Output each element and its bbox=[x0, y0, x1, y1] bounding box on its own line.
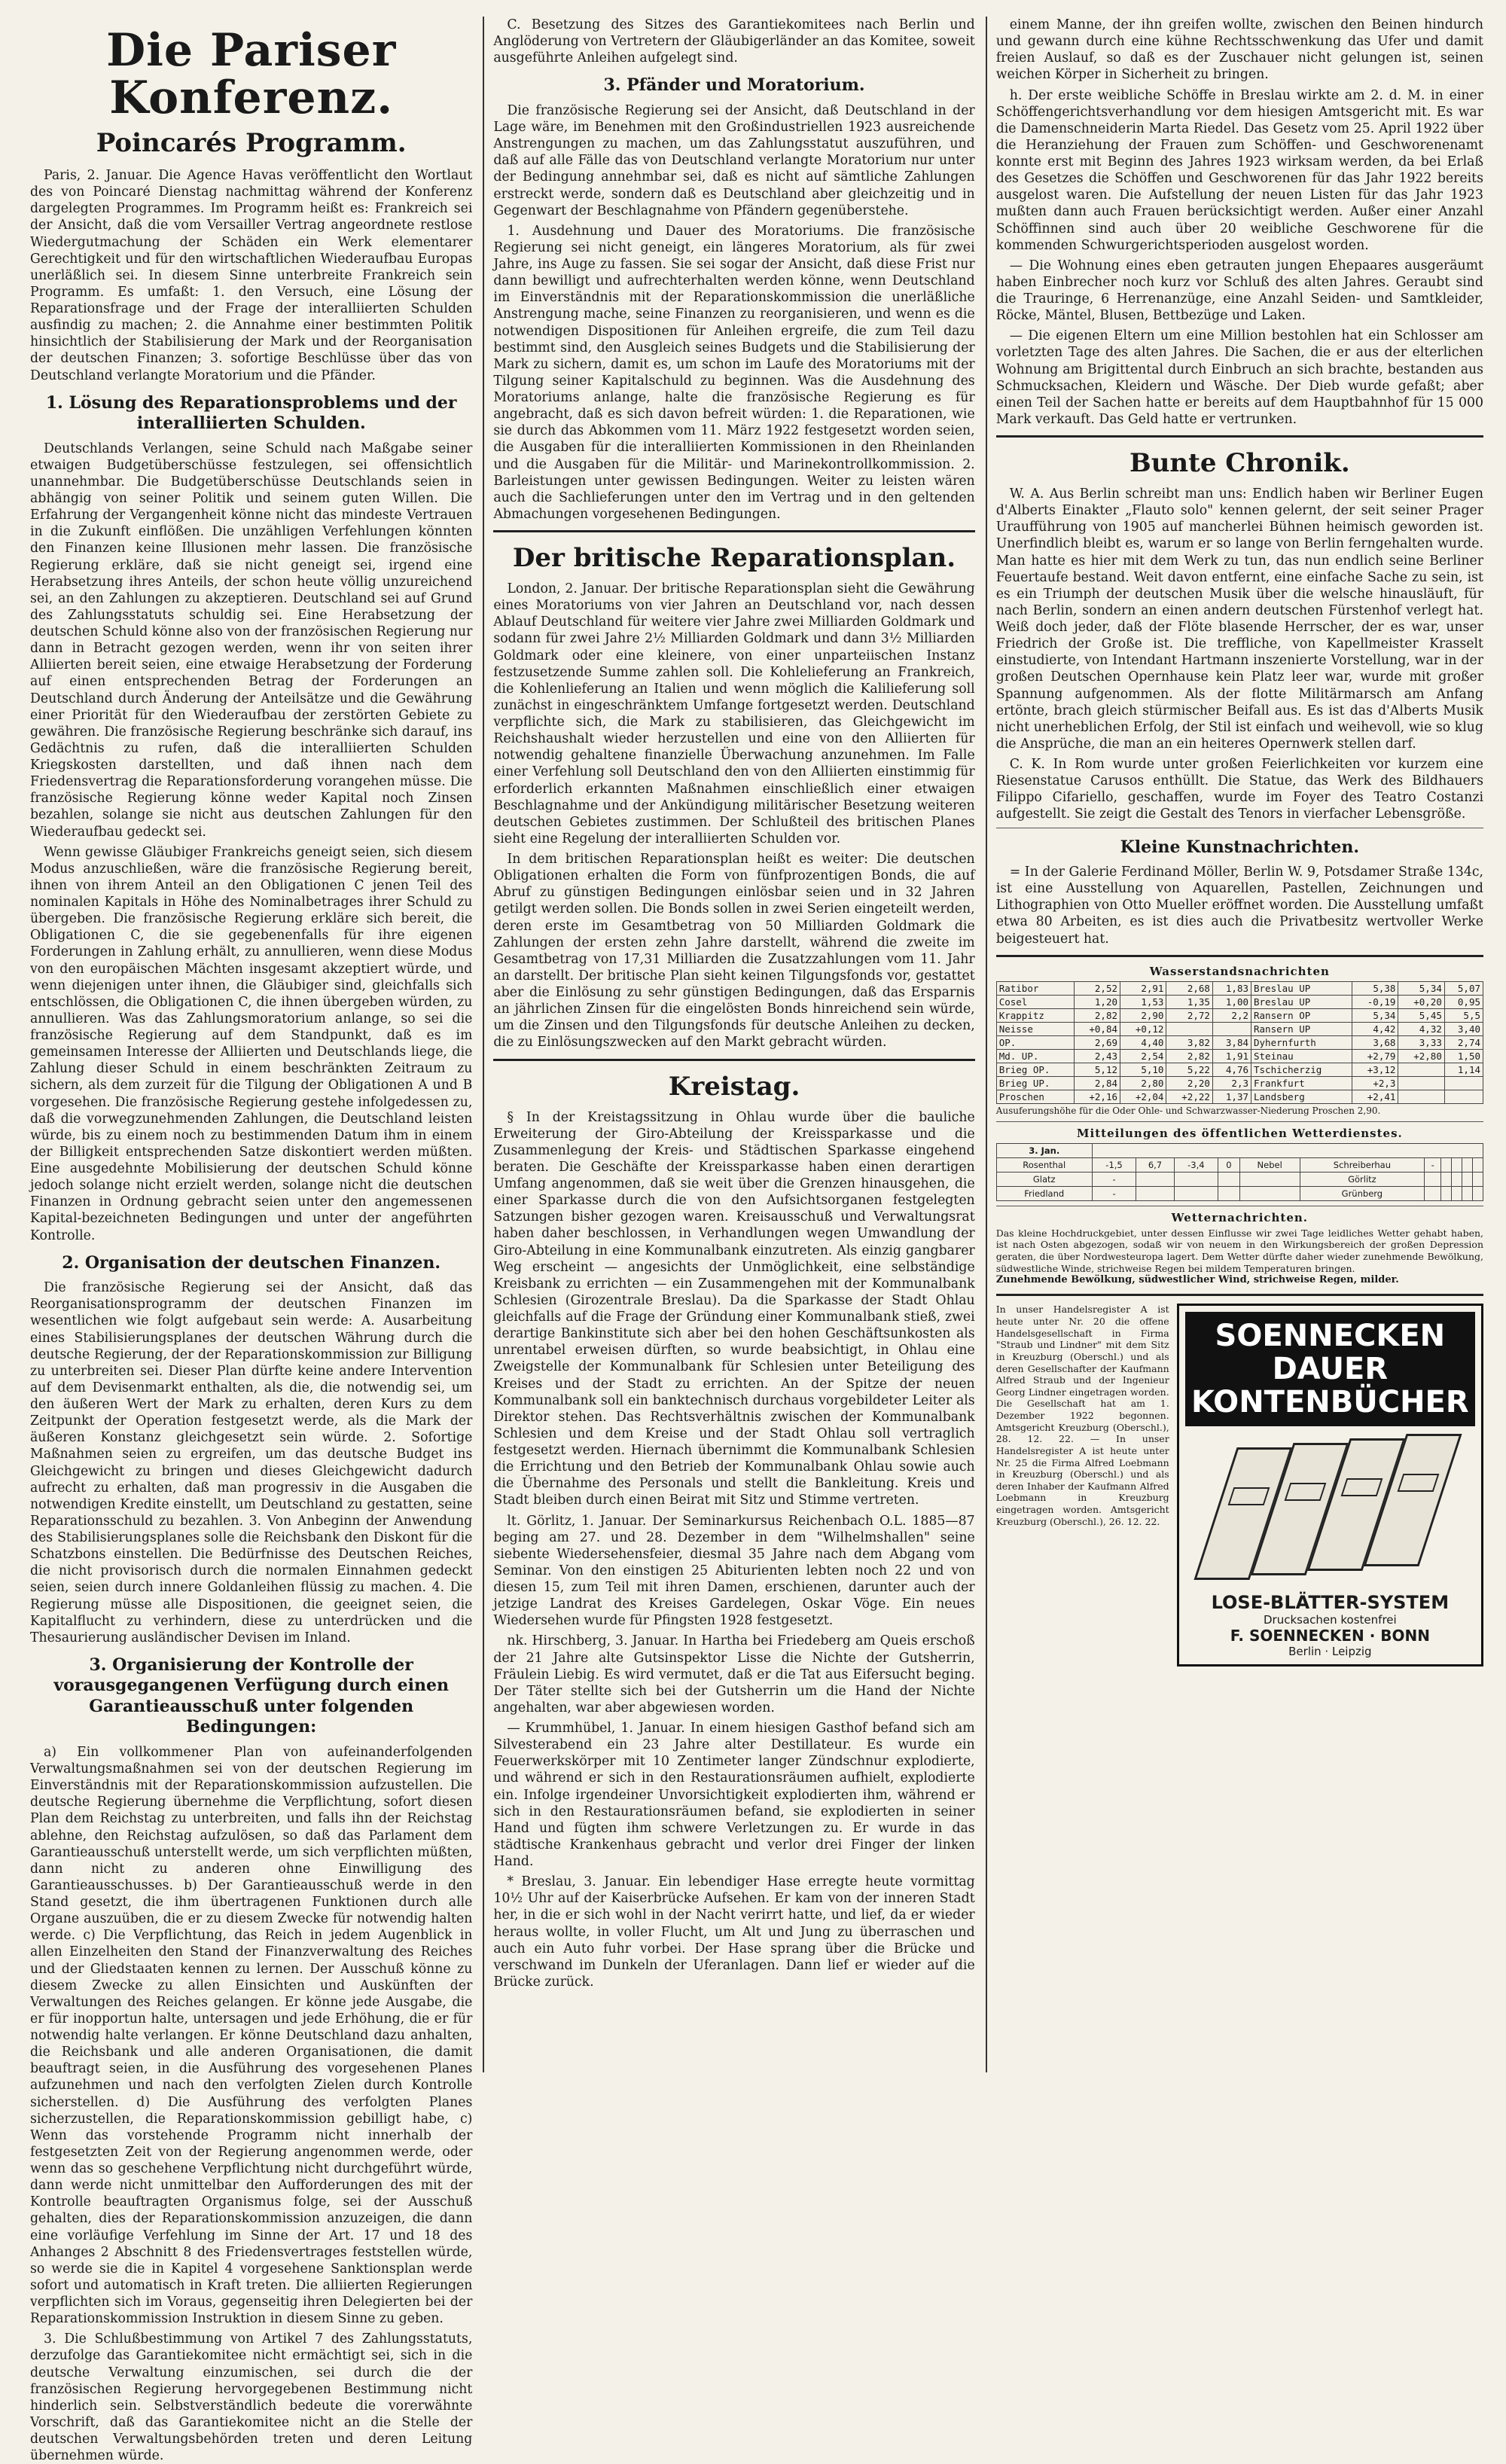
ad-note: Drucksachen kostenfrei bbox=[1263, 1613, 1397, 1627]
table-cell: 3,33 bbox=[1398, 1035, 1444, 1049]
table-cell: 2,90 bbox=[1120, 1008, 1166, 1022]
table-cell: OP. bbox=[996, 1035, 1074, 1049]
table-cell: Frankfurt bbox=[1251, 1076, 1352, 1090]
table-cell: 2,68 bbox=[1166, 981, 1212, 995]
table-cell bbox=[1444, 1076, 1483, 1090]
table-cell bbox=[1174, 1172, 1218, 1186]
table-cell: 5,07 bbox=[1444, 981, 1483, 995]
weather-date: 3. Jan. bbox=[996, 1143, 1092, 1157]
table-cell bbox=[1398, 1063, 1444, 1076]
ad-company: F. SOENNECKEN · BONN bbox=[1230, 1627, 1430, 1645]
table-cell: Md. UP. bbox=[996, 1049, 1074, 1063]
table-cell bbox=[1472, 1172, 1483, 1186]
forecast-text: Das kleine Hochdruckgebiet, unter dessen Einflusse wir zwei Tage leidliches Wetter gehabt haben, ist nach Osten abgezogen, sodaß wir von neuem in den Wirkungsbereich der großen Depression geraten, die über Nordwesteuropa lagert. Dem Wetter dürfte daher wieder zunehmende Bewölkung, südwestliche Winde, strichweise Regen bei mildem Temperaturen bringen. bbox=[995, 1227, 1483, 1274]
table-cell bbox=[1398, 1090, 1444, 1103]
commercial-register-notices: In unser Handelsregister A ist heute unter Nr. 20 die offene Handelsgesellschaft in Firma "Straub und Lindner" mit dem Sitz in Kreuzburg (Oberschl.) und als deren Gesellschafter der Kaufmann Alfred Straub und der Ingenieur Georg Lindner eingetragen worden. Die Gesellschaft hat am 1. Dezember 1922 begonnen. Amtsgericht Kreuzburg (Oberschl.), 28. 12. 22. — In unser Handelsregister A ist heute unter Nr. 25 die Firma Alfred Loebmann in Kreuzburg (Oberschl.) und als deren Inhaber der Kaufmann Alfred Loebmann in Kreuzburg eingetragen worden. Amtsgericht Kreuzburg (Oberschl.), 26. 12. 22. bbox=[995, 1304, 1169, 1527]
section-heading: 2. Organisation der deutschen Finanzen. bbox=[62, 1252, 441, 1273]
main-headline: Die Pariser Konferenz. bbox=[106, 24, 397, 124]
table-cell bbox=[1444, 1090, 1483, 1103]
table-cell: - bbox=[1092, 1186, 1136, 1200]
table-cell: 1,83 bbox=[1212, 981, 1251, 995]
table-cell bbox=[1462, 1172, 1473, 1186]
divider bbox=[493, 530, 974, 532]
table-cell: 5,5 bbox=[1444, 1008, 1483, 1022]
table-cell: Landsberg bbox=[1251, 1090, 1352, 1103]
table-cell: Cosel bbox=[996, 995, 1074, 1008]
table-row bbox=[996, 981, 1483, 995]
table-cell: 1,53 bbox=[1120, 995, 1166, 1008]
table-cell: -1,5 bbox=[1092, 1157, 1136, 1172]
table-cell bbox=[1452, 1157, 1462, 1172]
divider bbox=[996, 1294, 1483, 1296]
table-cell: 5,34 bbox=[1398, 981, 1444, 995]
table-cell: Tschicherzig bbox=[1251, 1063, 1352, 1076]
table-cell: 3,40 bbox=[1444, 1022, 1483, 1035]
newspaper-page bbox=[30, 17, 1483, 2464]
article-paragraph: Die französische Regierung sei der Ansicht, daß Deutschland in der Lage wäre, im Benehmen mit den Großindustriellen 1923 ausreichende Anstrengungen zu machen, um das Zahlungsstatut auszuführen, und daß auf alle Fälle das von Deutschland verlangte Moratorium nur unter der Bedingung annehmbar sei, daß es nicht auf sämtliche Zahlungen erstreckt werde, sondern daß es Deutschland aber gleichzeitig und in Gegenwart der Beschlagnahme von Pfändern gegenüberstehe. bbox=[493, 102, 975, 218]
soennecken-advertisement bbox=[1177, 1304, 1483, 1667]
table-cell: 5,22 bbox=[1166, 1063, 1212, 1076]
ad-product-1: DAUER bbox=[1272, 1352, 1389, 1387]
table-cell: Friedland bbox=[996, 1186, 1092, 1200]
column-3 bbox=[986, 17, 1483, 2072]
table-cell: 2,69 bbox=[1074, 1035, 1120, 1049]
weather-table bbox=[996, 1143, 1483, 1201]
table-cell: 1,35 bbox=[1166, 995, 1212, 1008]
table-cell: 2,82 bbox=[1166, 1049, 1212, 1063]
table-cell bbox=[1472, 1186, 1483, 1200]
table-row bbox=[996, 1063, 1483, 1076]
bottom-section bbox=[996, 1304, 1483, 1667]
table-cell: 2,2 bbox=[1212, 1008, 1251, 1022]
water-levels-table bbox=[996, 981, 1483, 1104]
article-paragraph: Paris, 2. Januar. Die Agence Havas veröffentlicht den Wortlaut des von Poincaré Dienstag nachmittag während der Konferenz dargelegten Programmes. Im Programm heißt es: Frankreich sei der Ansicht, daß die vom Versailler Vertrag angeordnete restlose Wiedergutmachung der Schäden ein Werk elementarer Gerechtigkeit und für den wirtschaftlichen Wiederaufbau Europas unerläßlich sei. In diesem Sinne unterbreite Frankreich sein Programm. Es umfaßt: 1. den Versuch, eine Lösung der Reparationsfrage und der Frage der interalliierten Schulden ausfindig zu machen; 2. die Annahme einer bestimmten Politik hinsichtlich der Stabilisierung der Mark und der Reorganisation der deutschen Finanzen; 3. sofortige Beschlüsse über das von Deutschland verlangte Moratorium und die Pfänder. bbox=[30, 168, 473, 383]
table-cell: 2,52 bbox=[1074, 981, 1120, 995]
table-cell: +2,3 bbox=[1352, 1076, 1398, 1090]
article-paragraph: h. Der erste weibliche Schöffe in Breslau wirkte am 2. d. M. in einer Schöffengerichtsverhandlung vor dem hiesigen Amtsgericht mit. Es war die Damenschneiderin Marta Riedel. Das Gesetz vom 25. April 1922 über die Heranziehung der Frauen zum Schöffen- und Geschworenenamt konnte erst mit Beginn des Jahres 1923 wirksam werden, da bei Erlaß des Gesetzes die Schöffen und Geschworenen für das Jahr 1922 bereits ausgelost waren. Die Aufstellung der neuen Listen für das Jahr 1923 mußten dann auch Frauen berücksichtigt werden. Außer einer Anzahl Schöffinnen sind auch über 20 weibliche Geschworene für die kommenden Schwurgerichtsperioden ausgelost worden. bbox=[995, 87, 1483, 253]
article-paragraph: 3. Die Schlußbestimmung von Artikel 7 des Zahlungsstatuts, derzufolge das Garantiekomitee nicht ermächtigt sei, sich in die deutsche Verwaltung einzumischen, sei durch die der französischen Regierung hervorgegebenen Bestimmung nicht hinderlich sein. Selbstverständlich bedeute die vorerwähnte Vorschrift, daß das Garantiekomitee nicht an die Stelle der deutschen Verwaltungsbehörden treten und deren Leitung übernehmen würde. bbox=[30, 2331, 473, 2464]
article-headline: Kreistag. bbox=[668, 1071, 800, 1102]
article-paragraph: Deutschlands Verlangen, seine Schuld nach Maßgabe seiner etwaigen Budgetüberschüsse festzulegen, sei offensichtlich unannehmbar. Die Budgetüberschüsse Deutschlands seien in abhängig von seiner Politik und seinem guten Willen. Die Erfahrung der Vergangenheit könne nicht das mindeste Vertrauen in die Zukunft einflößen. Die unzähligen Verfehlungen könnten den Finanzen keine Illusionen mehr lassen. Die französische Regierung erkläre, daß sie nicht geneigt sei, irgend eine Herabsetzung ihres Anteils, der schon heute völlig unzureichend sei, an den Zahlungen zu akzeptieren. Deutschland sei auf Grund des Zahlungsstatuts schuldig sei. Eine Herabsetzung der deutschen Schuld könne also von der französischen Regierung nur dann in Betracht gezogen werden, wenn ihr von seiten ihrer Alliierten bereit seien, eine etwaige Herabsetzung der Forderung auf einen entsprechenden Betrag der Forderungen an Deutschland durch Änderung der Anteilsätze und die Gewährung einer Priorität für den Wiederaufbau der zerstörten Gebiete zu gewähren. Die französische Regierung beschränke sich darauf, ins Gedächtnis zu rufen, daß die interalliierten Schulden Kriegskosten darstellten, und daß ihnen nach dem Friedensvertrag die Reparationsforderung vorangehen müsse. Die französische Regierung könne weder Kapital noch Zinsen bezahlen, solange sie nicht aus deutschen Zahlungen für den Wiederaufbau gedeckt sei. bbox=[30, 441, 473, 840]
table-cell: - bbox=[1092, 1172, 1136, 1186]
section-heading: 1. Lösung des Reparationsproblems und der interalliierten Schulden. bbox=[45, 392, 457, 434]
table-cell: 1,37 bbox=[1212, 1090, 1251, 1103]
article-paragraph: a) Ein vollkommener Plan von aufeinanderfolgenden Verwaltungsmaßnahmen sei von der deutschen Regierung im Einverständnis mit der Reparationskommission aufzustellen. Die deutsche Regierung übernehme die Verpflichtung, sofort diesen Plan dem Reichstag zu unterbreiten, und falls ihn der Reichstag ablehne, den Reichstag aufzulösen, so daß das Parlament dem Garantieausschuß unterstellt werde, um sich verpflichten müßten, dann nicht zu anderen ohne Einwilligung des Garantieausschusses. b) Der Garantieausschuß werde in den Stand gesetzt, die ihm übertragenen Funktionen durch alle Organe auszuüben, die er zu diesem Zwecke für notwendig halten werde. c) Die Verpflichtung, das Reich in jedem Augenblick in allen Einzelheiten den Stand der Finanzverwaltung des Reiches und der Gliedstaaten kennen zu lernen. Der Ausschuß könne zu diesem Zwecke zu allen Einsichten und Auskünften der Verwaltungen des Reiches gelangen. Er könne jede Ausgabe, die er für inopportun halte, untersagen und jede Erhöhung, die er für notwendig halte verlangen. Er könne Deutschland dazu anhalten, die Reichsbank und alle anderen Organisationen, die damit beauftragt seien, in die Ausführung des vorgesehenen Planes aufzunehmen und nach den verfolgten Zielen durch Kontrolle sicherstellen. d) Die Ausführung des verfolgten Planes sicherzustellen, die Reparationskommission gebilligt habe, c) Wenn das vorstehende Programm nicht innerhalb der festgesetzten Zeit von der Regierung angenommen werde, oder wenn das so geschehene Verpflichtung nicht durchgeführt würde, dann werde nicht unmittelbar den Aufforderungen des mit der Kontrolle beauftragten Organismus folge, sei der Ausschuß gehalten, dies der Reparationskommission anzuzeigen, die dann eine vorläufige Verfehlung im Sinne der Art. 17 und 18 des Anhanges 2 Abschnitt 8 des Friedensvertrages feststellen würde, so werde sie die in Kapitel 4 vorgesehene Sanktionsplan werde sofort und automatisch in Kraft treten. Die alliierten Regierungen verpflichten sich im Voraus, gegenseitig ihren Delegierten bei der Reparationskommission Instruktion in diesem Sinne zu geben. bbox=[30, 1744, 473, 2327]
table-cell: 4,42 bbox=[1352, 1022, 1398, 1035]
table-cell: Ransern UP bbox=[1251, 1022, 1352, 1035]
table-cell bbox=[1398, 1076, 1444, 1090]
table-cell: Rosenthal bbox=[996, 1157, 1092, 1172]
article-paragraph: — Die Wohnung eines eben getrauten jungen Ehepaares ausgeräumt haben Einbrecher noch kurz vor Schluß des alten Jahres. Geraubt sind die Trauringe, 6 Herrenanzüge, eine Anzahl Seiden- und Samtkleider, Röcke, Mäntel, Blusen, Bettbezüge und Laken. bbox=[995, 258, 1483, 324]
divider bbox=[996, 955, 1483, 957]
article-paragraph: — Krummhübel, 1. Januar. In einem hiesigen Gasthof befand sich am Silvesterabend ein 23 Jahre alter Destillateur. Es wurde ein Feuerwerkskörper mit 10 Zentimeter langer Zündschnur explodierte, und während er sich in den Restaurationsräumen aufhielt, explodierte ein. Infolge irgendeiner Unvorsichtigkeit explodierten ihm, während er sich in den Restaurationsräumen befand, sie explodierten in seiner Hand und fügten ihm schwere Verletzungen zu. Er wurde in das städtische Krankenhaus gebracht und verlor drei Finger der linken Hand. bbox=[493, 1721, 975, 1869]
table-cell: 5,45 bbox=[1398, 1008, 1444, 1022]
forecast-heading: Wetternachrichten. bbox=[1171, 1210, 1309, 1224]
table-cell bbox=[1136, 1172, 1174, 1186]
section-heading: Kleine Kunstnachrichten. bbox=[1120, 837, 1360, 857]
table-row bbox=[996, 1008, 1483, 1022]
table-row bbox=[996, 1049, 1483, 1063]
table-cell: 1,20 bbox=[1074, 995, 1120, 1008]
table-row bbox=[996, 1035, 1483, 1049]
table-cell: 2,74 bbox=[1444, 1035, 1483, 1049]
table-cell: 2,91 bbox=[1120, 981, 1166, 995]
water-levels-heading: Wasserstandsnachrichten bbox=[1149, 964, 1330, 978]
article-headline: Bunte Chronik. bbox=[1129, 448, 1350, 478]
table-cell: +2,22 bbox=[1166, 1090, 1212, 1103]
table-cell: 0,95 bbox=[1444, 995, 1483, 1008]
table-cell: Görlitz bbox=[1300, 1172, 1424, 1186]
table-cell: +2,04 bbox=[1120, 1090, 1166, 1103]
table-cell: Schreiberhau bbox=[1300, 1157, 1424, 1172]
table-cell bbox=[1174, 1186, 1218, 1200]
table-cell: Proschen bbox=[996, 1090, 1074, 1103]
ad-system: LOSE-BLÄTTER-SYSTEM bbox=[1211, 1592, 1450, 1614]
article-paragraph: London, 2. Januar. Der britische Reparationsplan sieht die Gewährung eines Moratoriums von vier Jahren an Deutschland vor, nach dessen Ablauf Deutschland für weitere vier Jahre zwei Milliarden Goldmark und sodann für zwei Jahre 2½ Milliarden Goldmark und dann 3½ Milliarden Goldmark oder eine kleinere, von einer unparteiischen Instanz festzusetzende Summe zahlen soll. Die Kohlelieferung an Frankreich, die Kohlenlieferung an Italien und wenn möglich die Kalilieferung soll zunächst in eingeschränktem Umfange fortgesetzt werden. Deutschland verpflichte sich, die Mark zu stabilisieren, das Gleichgewicht im Reichshaushalt wieder herzustellen und eine von den Alliierten für notwendig gehaltene finanzielle Überwachung anzunehmen. Im Falle einer Verfehlung soll Deutschland den von den Alliierten einstimmig für erforderlich erkannten Maßnahmen einschließlich einer etwaigen Beschlagnahme und der Ankündigung militärischer Besetzung weiteren deutschen Gebietes zustimmen. Der Schlußteil des britischen Planes sieht eine Regelung der interalliierten Schulden vor. bbox=[493, 581, 975, 846]
table-cell: Breslau UP bbox=[1251, 981, 1352, 995]
table-cell bbox=[1452, 1172, 1462, 1186]
table-cell: Ratibor bbox=[996, 981, 1074, 995]
table-cell: +2,41 bbox=[1352, 1090, 1398, 1103]
table-cell: 1,91 bbox=[1212, 1049, 1251, 1063]
table-cell bbox=[1462, 1157, 1473, 1172]
article-paragraph: C. K. In Rom wurde unter großen Feierlichkeiten vor kurzem eine Riesenstatue Carusos enthüllt. Die Statue, das Werk des Bildhauers Filippo Cifariello, geschaffen, wurde im Foyer des Teatro Costanzi aufgestellt. Sie zeigt die Gestalt des Tenors in vierfacher Lebensgröße. bbox=[995, 757, 1483, 822]
article-paragraph: nk. Hirschberg, 3. Januar. In Hartha bei Friedeberg am Queis erschoß der 21 Jahre alte Gutsinspektor Lisse die Nichte der Gutsherrin, Fräulein Liebig. Es wird vermutet, daß er die Tat aus Eifersucht beging. Der Täter stellte sich bei der Gutsherrin um die Hand der Nichte angehalten, war aber abgewiesen worden. bbox=[493, 1633, 975, 1715]
table-cell bbox=[1425, 1186, 1441, 1200]
table-cell: -3,4 bbox=[1174, 1157, 1218, 1172]
table-cell: 4,32 bbox=[1398, 1022, 1444, 1035]
table-cell: -0,19 bbox=[1352, 995, 1398, 1008]
subheadline: Poincarés Programm. bbox=[96, 128, 407, 158]
table-cell: Glatz bbox=[996, 1172, 1092, 1186]
table-cell: 1,14 bbox=[1444, 1063, 1483, 1076]
table-cell: +2,16 bbox=[1074, 1090, 1120, 1103]
column-1 bbox=[30, 17, 473, 2464]
article-paragraph: — Die eigenen Eltern um eine Million bestohlen hat ein Schlosser am vorletzten Tage des alten Jahres. Die Sachen, die er aus der elterlichen Wohnung am Brigittental durch Einbruch an sich brachte, bestanden aus Schmucksachen, Kleidern und Wäsche. Der Dieb wurde gefaßt; aber einen Teil der Sachen hatte er bereits auf dem Hauptbahnhof für 15 000 Mark verkauft. Das Geld hatte er vertrunken. bbox=[995, 328, 1483, 427]
article-paragraph: C. Besetzung des Sitzes des Garantiekomitees nach Berlin und Anglöderung von Vertretern der Gläubigerländer an das Komitee, soweit ausgeführte Anleihen aufgelegt sind. bbox=[493, 17, 975, 66]
table-cell: 2,72 bbox=[1166, 1008, 1212, 1022]
table-cell: 5,10 bbox=[1120, 1063, 1166, 1076]
article-headline: Der britische Reparationsplan. bbox=[512, 543, 956, 573]
table-cell bbox=[1441, 1157, 1452, 1172]
table-cell: +2,80 bbox=[1398, 1049, 1444, 1063]
table-cell: Grünberg bbox=[1300, 1186, 1424, 1200]
table-cell bbox=[1239, 1186, 1300, 1200]
table-cell bbox=[1212, 1022, 1251, 1035]
table-cell: 4,76 bbox=[1212, 1063, 1251, 1076]
table-cell: 2,82 bbox=[1074, 1008, 1120, 1022]
table-row bbox=[996, 1076, 1483, 1090]
table-row bbox=[996, 1157, 1483, 1172]
table-cell bbox=[1239, 1172, 1300, 1186]
table-cell: Brieg UP. bbox=[996, 1076, 1074, 1090]
table-cell: Neisse bbox=[996, 1022, 1074, 1035]
table-cell: +0,12 bbox=[1120, 1022, 1166, 1035]
table-cell: 2,84 bbox=[1074, 1076, 1120, 1090]
article-paragraph: Die französische Regierung sei der Ansicht, daß das Reorganisationsprogramm der deutschen Finanzen im wesentlichen wie folgt aufgebaut sein werde: A. Ausarbeitung eines Stabilisierungsplanes der deutschen Währung durch die deutsche Regierung, der der Reparationskommission zur Billigung zu unterbreiten sei. Dieser Plan dürfte keine andere Intervention auf dem Devisenmarkt enthalten, als die, die notwendig sei, um den äußeren Wert der Mark zu erhalten, deren Kurs zu dem Zeitpunkt der Operation festgesetzt werde, als die Mark der äußeren Konstanz gleichgesetzt sein würde. 2. Sofortige Maßnahmen seien zu ergreifen, um das deutsche Budget ins Gleichgewicht zu bringen und dieses Gleichgewicht dadurch aufrecht zu erhalten, daß man progressiv in die Ausgaben die notwendigen Kredite einstellt, um Deutschland zu gestatten, seine Reparationsschuld zu bezahlen. 3. Von Anbeginn der Anwendung des Stabilisierungsplanes solle die Reichsbank den Diskont für die Schatzbons einstellen. Die Bedürfnisse des Deutschen Reiches, die nicht provisorisch durch die normalen Einnahmen gedeckt seien, seien durch innere Goldanleihen flüssig zu machen. 4. Die Regierung müsse alle Dispositionen, die geeignet seien, die Kapitalflucht zu verhindern, diese zu unterdrücken und die Thesaurierung ausländischer Devisen im Inland. bbox=[30, 1280, 473, 1645]
section-heading: 3. Organisierung der Kontrolle der vorausgegangenen Verfügung durch einen Garantieausschuß unter folgenden Bedingungen: bbox=[53, 1654, 449, 1737]
table-cell: +0,20 bbox=[1398, 995, 1444, 1008]
divider bbox=[996, 1121, 1483, 1122]
table-cell: 4,40 bbox=[1120, 1035, 1166, 1049]
table-cell bbox=[1441, 1172, 1452, 1186]
table-cell: 3,84 bbox=[1212, 1035, 1251, 1049]
table-cell: 2,3 bbox=[1212, 1076, 1251, 1090]
table-cell: Brieg OP. bbox=[996, 1063, 1074, 1076]
weather-service-heading: Mitteilungen des öffentlichen Wetterdienstes. bbox=[1076, 1126, 1403, 1140]
table-cell: Dyhernfurth bbox=[1251, 1035, 1352, 1049]
table-cell: 5,12 bbox=[1074, 1063, 1120, 1076]
table-cell bbox=[1218, 1172, 1239, 1186]
ad-banner bbox=[1185, 1312, 1475, 1426]
ad-books-illustration bbox=[1185, 1434, 1475, 1584]
article-paragraph: W. A. Aus Berlin schreibt man uns: Endlich haben wir Berliner Eugen d'Alberts Einakter „Flauto solo" kennen gelernt, der seit seiner Prager Uraufführung von 1905 auf mancherlei Bühnen heimisch geworden ist. Unerfindlich bleibt es, warum er so lange von Berlin ferngehalten wurde. Man hatte es hier mit dem Werk zu tun, das nun endlich seine Berliner Feuertaufe bestand. Weit davon entfernt, eine einfache Sache zu sein, ist es ein Triumph der deutschen Musik über die welsche hinausläuft, für nach Berlin, sondern an einen andern deutschen Fürstenhof verlegt hat. Weiß doch jeder, daß der Flöte blasende Herrscher, der es war, unser Friedrich der Große ist. Die treffliche, von Kapellmeister Krasselt einstudierte, von Intendant Hartmann inszenierte Vorstellung, war in der großen Deutschen Opernhause kein Platz leer war, wurde mit großer Spannung aufgenommen. Als der flotte Militärmarsch am Anfang ertönte, brach gleich stürmischer Beifall aus. Es ist das d'Alberts Musik nicht unerheblichen Erfolg, der Stil ist einfach und weihevoll, wie so klug die Ansprüche, die man an ein heiteres Opernwerk stellen darf. bbox=[995, 486, 1483, 752]
table-cell: 2,43 bbox=[1074, 1049, 1120, 1063]
table-cell bbox=[1136, 1186, 1174, 1200]
table-cell: Nebel bbox=[1239, 1157, 1300, 1172]
table-cell: Steinau bbox=[1251, 1049, 1352, 1063]
table-cell: 2,80 bbox=[1120, 1076, 1166, 1090]
table-cell: 5,38 bbox=[1352, 981, 1398, 995]
table-row bbox=[996, 1186, 1483, 1200]
table-cell bbox=[1425, 1172, 1441, 1186]
table-cell: +0,84 bbox=[1074, 1022, 1120, 1035]
article-paragraph: einem Manne, der ihn greifen wollte, zwischen den Beinen hindurch und gewann durch eine kühne Rechtsschwenkung das Ufer und damit freien Auslauf, so daß es der Zuschauer nicht gelungen ist, seinen weichen Körper in Sicherheit zu bringen. bbox=[995, 17, 1483, 83]
table-cell: 0 bbox=[1218, 1157, 1239, 1172]
divider bbox=[493, 1059, 974, 1061]
table-cell: 3,82 bbox=[1166, 1035, 1212, 1049]
table-cell: 5,34 bbox=[1352, 1008, 1398, 1022]
table-cell: Ransern OP bbox=[1251, 1008, 1352, 1022]
ad-product-2: KONTENBÜCHER bbox=[1190, 1385, 1469, 1420]
table-cell bbox=[1452, 1186, 1462, 1200]
table-cell bbox=[1218, 1186, 1239, 1200]
table-cell bbox=[1441, 1186, 1452, 1200]
divider bbox=[996, 435, 1483, 438]
ad-cities: Berlin · Leipzig bbox=[1288, 1645, 1372, 1659]
table-cell: - bbox=[1425, 1157, 1441, 1172]
ad-brand: SOENNECKEN bbox=[1215, 1319, 1446, 1354]
table-cell bbox=[1462, 1186, 1473, 1200]
table-cell bbox=[1166, 1022, 1212, 1035]
article-paragraph: § In der Kreistagssitzung in Ohlau wurde über die bauliche Erweiterung der Giro-Abteilung der Kreissparkasse und die Zusammenlegung der Kreis- und Städtischen Sparkasse eingehend beraten. Die Geschäfte der Kreissparkasse haben einen derartigen Umfang angenommen, daß sie weit über die Grenzen hinausgehen, die einer Sparkasse durch die von den Aufsichtsorganen festgelegten Satzungen bisher gezogen waren. Kreisausschuß und Verwaltungsrat haben daher beschlossen, in Verhandlungen wegen Umwandlung der Giro-Abteilung in eine Kommunalbank einzutreten. Als einzig gangbarer Weg erscheint — angesichts der Unmöglichkeit, eine selbständige Kreisbank zu errichten — ein Zusammengehen mit der Kommunalbank Schlesien (Girozentrale Breslau). Da die Sparkasse der Stadt Ohlau gleichfalls auf die Frage der Gründung einer Kommunalbank stieß, zwei derartige Bankinstitute sich aber bei den hohen Geschäftsunkosten als unrentabel erweisen dürften, so wurde beabsichtigt, in Ohlau eine Zweigstelle der Kommunalbank für Schlesien unter Beteiligung des Kreises und der Stadt zu errichten. An der Spitze der neuen Kommunalbank soll ein banktechnisch durchaus vorgebildeter Leiter als Direktor stehen. Das Rechtsverhältnis zwischen der Kommunalbank Schlesien und dem Kreise und der Stadt Ohlau soll vertraglich festgesetzt werden. Hiernach übernimmt die Kommunalbank Schlesien die Errichtung und den Betrieb der Kommunalbank Ohlau sowie auch die Übernahme des Personals und stellt die Bankleitung. Kreis und Stadt bleiben durch einen Beirat mit Sitz und Stimme vertreten. bbox=[493, 1109, 975, 1508]
table-cell: 6,7 bbox=[1136, 1157, 1174, 1172]
table-row bbox=[996, 1090, 1483, 1103]
article-paragraph: Wenn gewisse Gläubiger Frankreichs geneigt seien, sich diesem Modus anzuschließen, wäre die französische Regierung bereit, ihnen von ihrem Anteil an den Obligationen C jenen Teil des nominalen Kapitals in Höhe des Nominalbetrages ihrer Schuld zu übergeben. Die französische Regierung erkläre sich bereit, die Obligationen C, die sie gegebenenfalls für ihre eigenen Forderungen in Zahlung erhält, zu annullieren, wenn diese Modus von den europäischen Mächten insgesamt akzeptiert würde, und wenn diejenigen unter ihnen, die Gläubiger sind, gleichfalls sich entschlössen, die Obligationen C, die ihnen übergeben würden, zu annullieren. Was das Zahlungsmoratorium anlange, so sei die französische Regierung auf dem Standpunkt, daß es im gemeinsamen Interesse der Alliierten und Deutschlands liege, die Zahlung dieser Schuld in einem beschränkten Zeitraum zu sichern, als dem zurzeit für die Tilgung der Obligationen A und B vorgesehen. Die französische Regierung gestehe infolgedessen zu, daß die vorwegzunehmenden Zahlungen, die Deutschland leisten würde, bis zu einem noch zu bestimmenden Datum ihm in einem der Billigkeit entsprechenden Satze diskontiert werden müßten. Eine ausgedehnte Mobilisierung der deutschen Schuld könne jedoch solange nicht erzielt werden, solange nicht die deutschen Finanzen in Ordnung gebracht seien unter den angemessenen Kapital-bezeichneten Bedingungen und unter der angeführten Kontrolle. bbox=[30, 844, 473, 1243]
forecast-summary: Zunehmende Bewölkung, südwestlicher Wind, strichweise Regen, milder. bbox=[995, 1274, 1399, 1286]
article-paragraph: In dem britischen Reparationsplan heißt es weiter: Die deutschen Obligationen erhalten die Form von fünfprozentigen Bonds, die auf Abruf zu günstigen Bedingungen einlösbar seien und in 32 Jahren getilgt werden sollen. Die Bonds sollen in zwei Serien eingeteilt werden, deren erste im Gesamtbetrag von 50 Milliarden Goldmark die Zahlungen der ersten zehn Jahre darstellt, während die zweite im Gesamtbetrag von 17,31 Milliarden die Zusatzzahlungen vom 11. Jahr an darstellt. Der britische Plan sieht keinen Tilgungsfonds vor, gestattet aber die Einlösung zu sehr günstigen Bedingungen, daß das Ersparnis an jährlichen Zinsen für die eingelösten Bonds hinreichend sein würde, um die Zinsen und den Tilgungsfonds für deutsche Anleihen zu decken, die zu Einlösungszwecken auf den Markt gebracht würden. bbox=[493, 852, 975, 1051]
article-paragraph: 1. Ausdehnung und Dauer des Moratoriums. Die französische Regierung sei nicht geneigt, ein längeres Moratorium, als für zwei Jahre, ins Auge zu fassen. Sie sei sogar der Ansicht, daß diese Frist nur dann bewilligt und aufrechterhalten werden könne, wenn Deutschland im Einverständnis mit der Reparationskommission die unerläßliche Anstrengung mache, seine Finanzen zu reorganisieren, und wenn es die notwendigen Dispositionen für Anleihen ergreife, die zum Teil dazu bestimmt sind, den Ausgleich seines Budgets und die Stabilisierung der Mark zu sichern, damit es, um schon im Laufe des Moratoriums mit der Tilgung seiner Kapitalschuld zu beginnen. Was die Ausdehnung des Moratoriums anlange, halte die französische Regierung es für angebracht, daß es sich davon befreit würden: 1. die Reparationen, wie sie durch das Abkommen vom 11. März 1922 festgesetzt worden seien, die Ausgaben für die interalliierten Kommissionen in den Rheinlanden und die Ausgaben für die Militär- und Marinekontrollkommission. 2. Barleistungen unter gewissen Bedingungen. Weiter zu leisten wären auch die Sachlieferungen unter den im Vertrag und in den geltenden Abmachungen vorgesehenen Bedingungen. bbox=[493, 223, 975, 522]
table-cell: 1,00 bbox=[1212, 995, 1251, 1008]
table-row bbox=[996, 995, 1483, 1008]
section-heading: 3. Pfänder und Moratorium. bbox=[603, 75, 865, 96]
table-cell: 1,50 bbox=[1444, 1049, 1483, 1063]
table-cell: 3,68 bbox=[1352, 1035, 1398, 1049]
table-cell: Krappitz bbox=[996, 1008, 1074, 1022]
article-paragraph: * Breslau, 3. Januar. Ein lebendiger Hase erregte heute vormittag 10½ Uhr auf der Kaiserbrücke Aufsehen. Er kam von der inneren Stadt her, in die er sich wohl in der Nacht verirrt hatte, und lief, da er wieder heraus wollte, in voller Flucht, um Alt und Jung zu überraschen und auch ein Auto fuhr vorbei. Der Hase sprang über die Brücke und verschwand im Dunkeln der Uferanlagen. Dann lief er wieder auf die Brücke zurück. bbox=[493, 1874, 975, 1990]
article-paragraph: lt. Görlitz, 1. Januar. Der Seminarkursus Reichenbach O.L. 1885—87 beging am 27. und 28. Dezember in dem "Wilhelmshallen" seine siebente Wiedersehensfeier, diesmal 35 Jahre nach dem Abgang vom Seminar. Von den einstigen 25 Abiturienten lebten noch 22 und von diesen 15, zum Teil mit ihren Damen, erschienen, darunter auch der jetzige Landrat des Kreises Gardelegen, Oskar Vöge. Ein neues Wiedersehen wurde für Pfingsten 1928 festgesetzt. bbox=[493, 1513, 975, 1629]
table-cell: Breslau UP bbox=[1251, 995, 1352, 1008]
table-row bbox=[996, 1022, 1483, 1035]
table-cell: 2,54 bbox=[1120, 1049, 1166, 1063]
table-row bbox=[996, 1172, 1483, 1186]
table-cell bbox=[1472, 1157, 1483, 1172]
column-2 bbox=[483, 17, 974, 2072]
article-paragraph: = In der Galerie Ferdinand Möller, Berlin W. 9, Potsdamer Straße 134c, ist eine Ausstellung von Aquarellen, Pastellen, Zeichnungen und Lithographien von Otto Mueller eröffnet worden. Die Ausstellung umfaßt etwa 80 Arbeiten, es ist dies auch die Privatbesitz wertvoller Werke beigesteuert hat. bbox=[995, 865, 1483, 947]
table-cell: +3,12 bbox=[1352, 1063, 1398, 1076]
water-note: Ausuferungshöhe für die Oder Ohle- und Schwarzwasser-Niederung Proschen 2,90. bbox=[995, 1105, 1381, 1116]
table-cell: 2,20 bbox=[1166, 1076, 1212, 1090]
table-cell: +2,79 bbox=[1352, 1049, 1398, 1063]
